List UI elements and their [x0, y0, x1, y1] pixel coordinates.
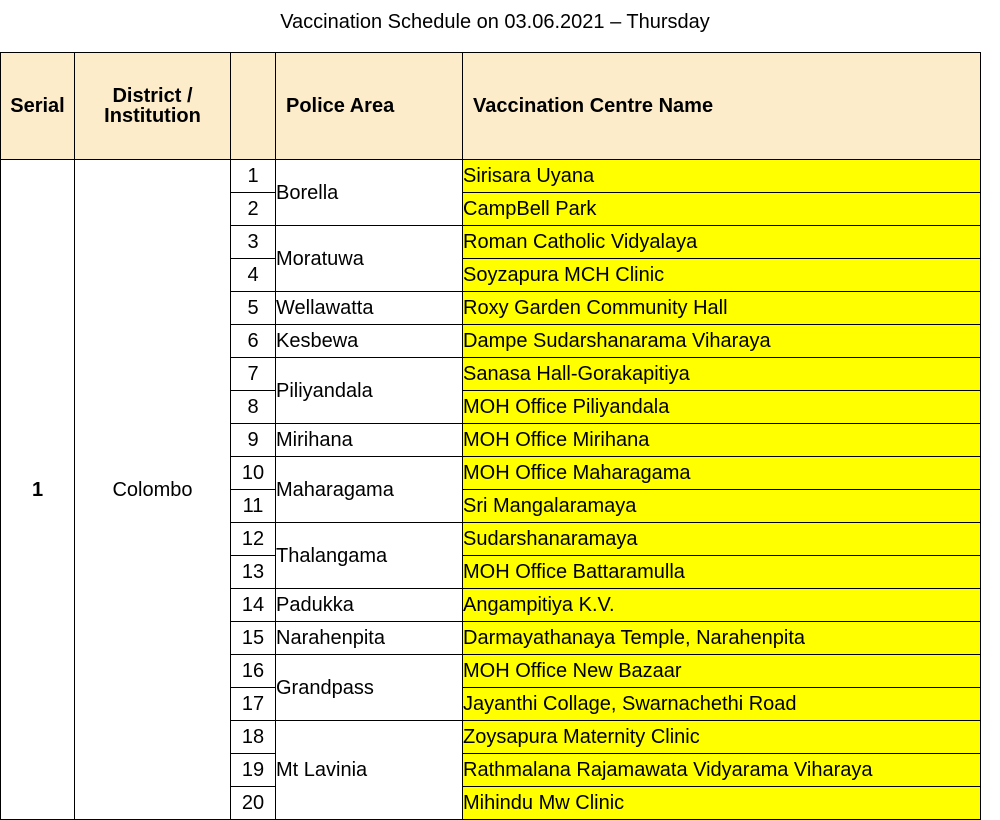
- serial-column-header: Serial: [1, 53, 75, 160]
- row-number-cell: 6: [231, 325, 276, 358]
- vaccination-centre-cell: MOH Office Piliyandala: [463, 391, 981, 424]
- vaccination-centre-cell: MOH Office Battaramulla: [463, 556, 981, 589]
- vaccination-centre-cell: Sudarshanaramaya: [463, 523, 981, 556]
- police-area-cell: Mirihana: [276, 424, 463, 457]
- district-cell: Colombo: [75, 160, 231, 820]
- police-area-cell: Wellawatta: [276, 292, 463, 325]
- vaccination-centre-cell: Angampitiya K.V.: [463, 589, 981, 622]
- district-column-header: District / Institution: [75, 53, 231, 160]
- row-number-cell: 19: [231, 754, 276, 787]
- table-header-row: [1, 53, 981, 160]
- row-number-cell: 20: [231, 787, 276, 820]
- vaccination-centre-cell: Jayanthi Collage, Swarnachethi Road: [463, 688, 981, 721]
- vaccination-centre-cell: Darmayathanaya Temple, Narahenpita: [463, 622, 981, 655]
- police-area-cell: Piliyandala: [276, 358, 463, 424]
- page-title: Vaccination Schedule on 03.06.2021 – Thursday: [280, 11, 710, 33]
- vaccination-centre-cell: Sirisara Uyana: [463, 160, 981, 193]
- police-area-cell: Moratuwa: [276, 226, 463, 292]
- table-row: [1, 160, 981, 193]
- police-area-cell: Mt Lavinia: [276, 721, 463, 820]
- row-number-cell: 1: [231, 160, 276, 193]
- row-number-cell: 9: [231, 424, 276, 457]
- vaccination-centre-cell: Sanasa Hall-Gorakapitiya: [463, 358, 981, 391]
- row-number-cell: 17: [231, 688, 276, 721]
- vaccination-schedule-table: [0, 52, 981, 820]
- vaccination-centre-cell: Zoysapura Maternity Clinic: [463, 721, 981, 754]
- vaccination-centre-cell: Rathmalana Rajamawata Vidyarama Viharaya: [463, 754, 981, 787]
- number-column-header: [231, 53, 276, 160]
- row-number-cell: 3: [231, 226, 276, 259]
- vaccination-centre-cell: MOH Office Mirihana: [463, 424, 981, 457]
- row-number-cell: 15: [231, 622, 276, 655]
- row-number-cell: 5: [231, 292, 276, 325]
- vaccination-centre-cell: MOH Office New Bazaar: [463, 655, 981, 688]
- police-area-column-header: Police Area: [276, 53, 463, 160]
- row-number-cell: 2: [231, 193, 276, 226]
- row-number-cell: 13: [231, 556, 276, 589]
- police-area-cell: Borella: [276, 160, 463, 226]
- police-area-cell: Padukka: [276, 589, 463, 622]
- row-number-cell: 14: [231, 589, 276, 622]
- police-area-cell: Grandpass: [276, 655, 463, 721]
- vaccination-centre-cell: Soyzapura MCH Clinic: [463, 259, 981, 292]
- vaccination-centre-cell: CampBell Park: [463, 193, 981, 226]
- row-number-cell: 16: [231, 655, 276, 688]
- row-number-cell: 18: [231, 721, 276, 754]
- vaccination-centre-cell: Dampe Sudarshanarama Viharaya: [463, 325, 981, 358]
- police-area-cell: Narahenpita: [276, 622, 463, 655]
- vaccination-centre-cell: MOH Office Maharagama: [463, 457, 981, 490]
- row-number-cell: 8: [231, 391, 276, 424]
- vaccination-centre-cell: Roxy Garden Community Hall: [463, 292, 981, 325]
- row-number-cell: 4: [231, 259, 276, 292]
- vaccination-centre-cell: Roman Catholic Vidyalaya: [463, 226, 981, 259]
- centre-column-header: Vaccination Centre Name: [463, 53, 981, 160]
- row-number-cell: 10: [231, 457, 276, 490]
- police-area-cell: Maharagama: [276, 457, 463, 523]
- table-body: [1, 160, 981, 820]
- police-area-cell: Thalangama: [276, 523, 463, 589]
- police-area-cell: Kesbewa: [276, 325, 463, 358]
- vaccination-centre-cell: Sri Mangalaramaya: [463, 490, 981, 523]
- row-number-cell: 7: [231, 358, 276, 391]
- serial-cell: 1: [1, 160, 75, 820]
- row-number-cell: 11: [231, 490, 276, 523]
- row-number-cell: 12: [231, 523, 276, 556]
- vaccination-centre-cell: Mihindu Mw Clinic: [463, 787, 981, 820]
